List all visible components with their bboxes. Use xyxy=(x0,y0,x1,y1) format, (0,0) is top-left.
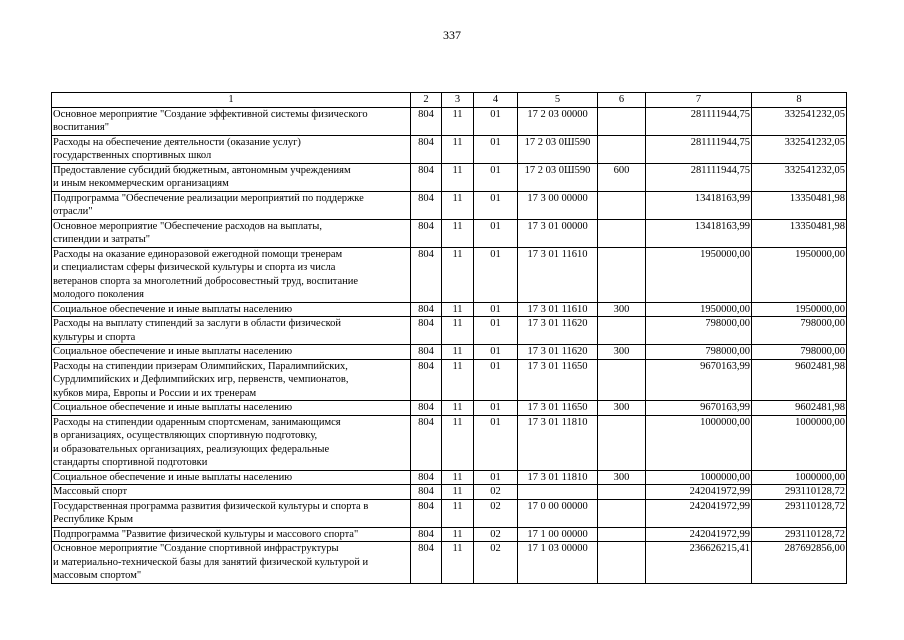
row-name-cell xyxy=(52,527,411,542)
expense-type-cell: 300 xyxy=(598,401,646,416)
subsection-cell: 01 xyxy=(474,401,518,416)
row-name-line: кубков мира, Европы и России и их тренерам xyxy=(53,387,257,399)
target-article-cell: 17 3 01 11620 xyxy=(518,345,598,360)
section-cell: 11 xyxy=(442,359,474,401)
amount-year2-cell: 293110128,72 xyxy=(752,499,847,527)
target-article-cell: 17 2 03 0Ш590 xyxy=(518,135,598,163)
row-name-line: и материально-технической базы для занятий физической культурой и xyxy=(53,556,369,568)
table-row xyxy=(52,163,847,191)
table-row xyxy=(52,247,847,302)
expense-type-cell: 300 xyxy=(598,470,646,485)
admin-code-cell: 804 xyxy=(411,359,442,401)
amount-year1-cell: 798000,00 xyxy=(646,317,752,345)
header-cell: 8 xyxy=(752,93,847,108)
subsection-cell: 01 xyxy=(474,359,518,401)
section-cell: 11 xyxy=(442,107,474,135)
section-cell: 11 xyxy=(442,345,474,360)
section-cell: 11 xyxy=(442,415,474,470)
table-row xyxy=(52,470,847,485)
row-name-line: Расходы на стипендии призерам Олимпийских, Паралимпийских, xyxy=(53,360,348,372)
amount-year1-cell: 281111944,75 xyxy=(646,107,752,135)
table-row xyxy=(52,485,847,500)
amount-year2-cell: 293110128,72 xyxy=(752,527,847,542)
table-row xyxy=(52,415,847,470)
target-article-cell: 17 2 03 00000 xyxy=(518,107,598,135)
table-row xyxy=(52,302,847,317)
amount-year2-cell: 1950000,00 xyxy=(752,302,847,317)
row-name-cell xyxy=(52,470,411,485)
expense-type-cell xyxy=(598,135,646,163)
section-cell: 11 xyxy=(442,163,474,191)
table-row xyxy=(52,345,847,360)
subsection-cell: 02 xyxy=(474,499,518,527)
row-name-cell xyxy=(52,499,411,527)
amount-year1-cell: 798000,00 xyxy=(646,345,752,360)
row-name-line: отрасли" xyxy=(53,206,93,217)
table-row xyxy=(52,107,847,135)
row-name-line: Основное мероприятие "Обеспечение расходов на выплаты, xyxy=(53,220,322,232)
row-name-line: культуры и спорта xyxy=(53,331,136,343)
admin-code-cell: 804 xyxy=(411,302,442,317)
expense-type-cell xyxy=(598,542,646,584)
amount-year1-cell: 281111944,75 xyxy=(646,163,752,191)
table-row xyxy=(52,542,847,584)
row-name-line: воспитания" xyxy=(53,122,110,133)
amount-year2-cell: 1000000,00 xyxy=(752,470,847,485)
table-row xyxy=(52,527,847,542)
target-article-cell: 17 3 01 11620 xyxy=(518,317,598,345)
row-name-cell xyxy=(52,317,411,345)
section-cell: 11 xyxy=(442,542,474,584)
target-article-cell xyxy=(518,485,598,500)
row-name-cell xyxy=(52,163,411,191)
row-name-cell xyxy=(52,485,411,500)
row-name-cell xyxy=(52,401,411,416)
target-article-cell: 17 2 03 0Ш590 xyxy=(518,163,598,191)
amount-year1-cell: 1950000,00 xyxy=(646,247,752,302)
table-row xyxy=(52,317,847,345)
section-cell: 11 xyxy=(442,247,474,302)
amount-year2-cell: 13350481,98 xyxy=(752,191,847,219)
row-name-line: Социальное обеспечение и иные выплаты населению xyxy=(53,346,293,357)
row-name-cell xyxy=(52,107,411,135)
row-name-line: и иным некоммерческим организациям xyxy=(53,178,229,189)
expense-type-cell xyxy=(598,317,646,345)
amount-year1-cell: 13418163,99 xyxy=(646,191,752,219)
table-row xyxy=(52,499,847,527)
row-name-cell xyxy=(52,345,411,360)
amount-year2-cell: 332541232,05 xyxy=(752,135,847,163)
row-name-line: Государственная программа развития физической культуры и спорта в xyxy=(53,500,369,512)
row-name-line: Основное мероприятие "Создание эффективной системы физического xyxy=(53,108,368,120)
amount-year1-cell: 1000000,00 xyxy=(646,415,752,470)
row-name-cell xyxy=(52,302,411,317)
table-row xyxy=(52,191,847,219)
row-name-line: Основное мероприятие "Создание спортивной инфраструктуры xyxy=(53,543,339,554)
amount-year2-cell: 9602481,98 xyxy=(752,359,847,401)
target-article-cell: 17 0 00 00000 xyxy=(518,499,598,527)
section-cell: 11 xyxy=(442,219,474,247)
row-name-line: Подпрограмма "Обеспечение реализации мероприятий по поддержке xyxy=(53,192,364,204)
table-row xyxy=(52,359,847,401)
amount-year1-cell: 1950000,00 xyxy=(646,302,752,317)
row-name-line: стандарты спортивной подготовки xyxy=(53,457,208,468)
row-name-cell xyxy=(52,247,411,302)
header-cell: 2 xyxy=(411,93,442,108)
expense-type-cell: 300 xyxy=(598,302,646,317)
admin-code-cell: 804 xyxy=(411,542,442,584)
subsection-cell: 01 xyxy=(474,317,518,345)
row-name-cell xyxy=(52,219,411,247)
admin-code-cell: 804 xyxy=(411,527,442,542)
row-name-line: Предоставление субсидий бюджетным, автономным учреждениям xyxy=(53,164,351,176)
subsection-cell: 01 xyxy=(474,191,518,219)
row-name-line: Расходы на обеспечение деятельности (оказание услуг) xyxy=(53,136,301,148)
row-name-cell xyxy=(52,415,411,470)
row-name-cell xyxy=(52,542,411,584)
subsection-cell: 01 xyxy=(474,470,518,485)
subsection-cell: 01 xyxy=(474,302,518,317)
subsection-cell: 02 xyxy=(474,542,518,584)
row-name-cell xyxy=(52,135,411,163)
expense-type-cell xyxy=(598,415,646,470)
budget-table xyxy=(51,92,847,584)
amount-year1-cell: 9670163,99 xyxy=(646,401,752,416)
amount-year1-cell: 9670163,99 xyxy=(646,359,752,401)
amount-year1-cell: 236626215,41 xyxy=(646,542,752,584)
page-number: 337 xyxy=(443,28,461,42)
amount-year2-cell: 293110128,72 xyxy=(752,485,847,500)
header-cell: 1 xyxy=(52,93,411,108)
amount-year2-cell: 287692856,00 xyxy=(752,542,847,584)
expense-type-cell xyxy=(598,191,646,219)
row-name-line: Расходы на выплату стипендий за заслуги в области физической xyxy=(53,318,342,329)
target-article-cell: 17 3 01 11650 xyxy=(518,401,598,416)
target-article-cell: 17 1 03 00000 xyxy=(518,542,598,584)
amount-year1-cell: 242041972,99 xyxy=(646,527,752,542)
row-name-line: и специалистам сферы физической культуры и спорта из числа xyxy=(53,262,336,273)
row-name-line: Массовый спорт xyxy=(53,486,128,497)
row-name-line: Социальное обеспечение и иные выплаты населению xyxy=(53,402,293,413)
amount-year1-cell: 242041972,99 xyxy=(646,485,752,500)
row-name-line: Подпрограмма "Развитие физической культуры и массового спорта" xyxy=(53,528,359,540)
subsection-cell: 01 xyxy=(474,345,518,360)
row-name-line: молодого поколения xyxy=(53,289,144,300)
row-name-line: Расходы на стипендии одаренным спортсменам, занимающимся xyxy=(53,416,341,428)
expense-type-cell xyxy=(598,107,646,135)
amount-year1-cell: 1000000,00 xyxy=(646,470,752,485)
admin-code-cell: 804 xyxy=(411,219,442,247)
row-name-line: и образовательных организациях, реализующих федеральные xyxy=(53,443,330,455)
table-header-row xyxy=(52,93,847,108)
expense-type-cell xyxy=(598,247,646,302)
section-cell: 11 xyxy=(442,135,474,163)
subsection-cell: 01 xyxy=(474,135,518,163)
amount-year2-cell: 798000,00 xyxy=(752,317,847,345)
admin-code-cell: 804 xyxy=(411,485,442,500)
amount-year1-cell: 281111944,75 xyxy=(646,135,752,163)
amount-year2-cell: 332541232,05 xyxy=(752,107,847,135)
row-name-cell xyxy=(52,191,411,219)
subsection-cell: 01 xyxy=(474,107,518,135)
target-article-cell: 17 3 01 00000 xyxy=(518,219,598,247)
header-cell: 3 xyxy=(442,93,474,108)
target-article-cell: 17 3 01 11810 xyxy=(518,415,598,470)
expense-type-cell xyxy=(598,359,646,401)
admin-code-cell: 804 xyxy=(411,107,442,135)
section-cell: 11 xyxy=(442,527,474,542)
section-cell: 11 xyxy=(442,485,474,500)
row-name-line: Расходы на оказание единоразовой ежегодной помощи тренерам xyxy=(53,248,343,260)
table-row xyxy=(52,135,847,163)
row-name-line: массовым спортом" xyxy=(53,570,142,581)
header-cell: 6 xyxy=(598,93,646,108)
section-cell: 11 xyxy=(442,302,474,317)
expense-type-cell xyxy=(598,499,646,527)
admin-code-cell: 804 xyxy=(411,247,442,302)
admin-code-cell: 804 xyxy=(411,499,442,527)
subsection-cell: 01 xyxy=(474,415,518,470)
subsection-cell: 02 xyxy=(474,485,518,500)
amount-year2-cell: 332541232,05 xyxy=(752,163,847,191)
target-article-cell: 17 3 01 11810 xyxy=(518,470,598,485)
expense-type-cell xyxy=(598,527,646,542)
amount-year1-cell: 242041972,99 xyxy=(646,499,752,527)
subsection-cell: 01 xyxy=(474,247,518,302)
row-name-line: Сурдлимпийских и Дефлимпийских игр, первенств, чемпионатов, xyxy=(53,374,349,385)
row-name-line: Социальное обеспечение и иные выплаты населению xyxy=(53,471,293,483)
amount-year2-cell: 13350481,98 xyxy=(752,219,847,247)
subsection-cell: 01 xyxy=(474,163,518,191)
admin-code-cell: 804 xyxy=(411,317,442,345)
amount-year2-cell: 798000,00 xyxy=(752,345,847,360)
target-article-cell: 17 3 00 00000 xyxy=(518,191,598,219)
subsection-cell: 01 xyxy=(474,219,518,247)
target-article-cell: 17 3 01 11610 xyxy=(518,302,598,317)
admin-code-cell: 804 xyxy=(411,345,442,360)
header-cell: 4 xyxy=(474,93,518,108)
header-cell: 7 xyxy=(646,93,752,108)
section-cell: 11 xyxy=(442,317,474,345)
subsection-cell: 02 xyxy=(474,527,518,542)
admin-code-cell: 804 xyxy=(411,401,442,416)
row-name-cell xyxy=(52,359,411,401)
amount-year2-cell: 1950000,00 xyxy=(752,247,847,302)
expense-type-cell: 600 xyxy=(598,163,646,191)
expense-type-cell xyxy=(598,219,646,247)
section-cell: 11 xyxy=(442,401,474,416)
section-cell: 11 xyxy=(442,499,474,527)
amount-year2-cell: 1000000,00 xyxy=(752,415,847,470)
amount-year2-cell: 9602481,98 xyxy=(752,401,847,416)
amount-year1-cell: 13418163,99 xyxy=(646,219,752,247)
row-name-line: в организациях, осуществляющих спортивную подготовку, xyxy=(53,430,318,441)
section-cell: 11 xyxy=(442,191,474,219)
admin-code-cell: 804 xyxy=(411,163,442,191)
admin-code-cell: 804 xyxy=(411,135,442,163)
admin-code-cell: 804 xyxy=(411,470,442,485)
header-cell: 5 xyxy=(518,93,598,108)
row-name-line: Республике Крым xyxy=(53,514,134,525)
table-row xyxy=(52,219,847,247)
expense-type-cell: 300 xyxy=(598,345,646,360)
section-cell: 11 xyxy=(442,470,474,485)
row-name-line: Социальное обеспечение и иные выплаты населению xyxy=(53,303,293,315)
table-row xyxy=(52,401,847,416)
target-article-cell: 17 1 00 00000 xyxy=(518,527,598,542)
admin-code-cell: 804 xyxy=(411,191,442,219)
row-name-line: стипендии и затраты" xyxy=(53,234,151,245)
row-name-line: государственных спортивных школ xyxy=(53,150,212,161)
admin-code-cell: 804 xyxy=(411,415,442,470)
expense-type-cell xyxy=(598,485,646,500)
target-article-cell: 17 3 01 11610 xyxy=(518,247,598,302)
target-article-cell: 17 3 01 11650 xyxy=(518,359,598,401)
row-name-line: ветеранов спорта за многолетний добросовестный труд, воспитание xyxy=(53,275,359,287)
